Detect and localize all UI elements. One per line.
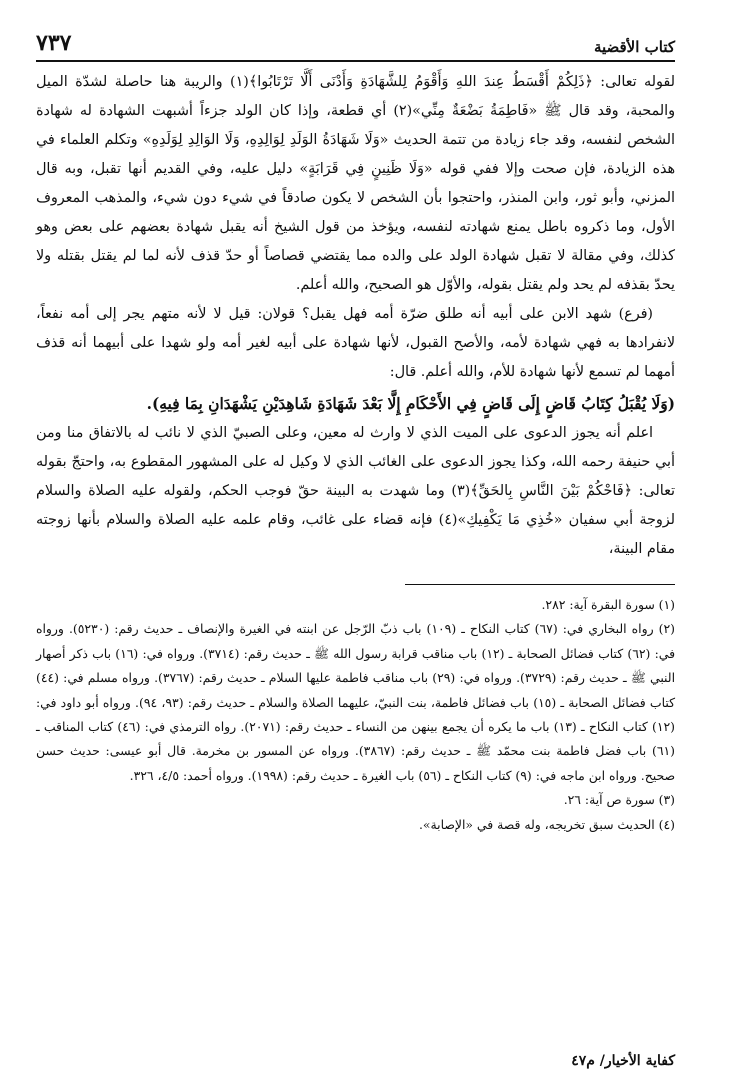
footnote-4: (٤) الحديث سبق تخريجه، وله قصة في «الإصابة». xyxy=(418,816,675,832)
paragraph-commentary-1: لقوله تعالى: ﴿ذَلِكُمْ أَقْسَطُ عِندَ اللهِ وَأَقْوَمُ لِلشَّهَادَةِ وَأَدْنَى أَلَّا تَرْتَابُوا﴾(١) والريبة هنا حاصلة لشدّة الميل والمحبة، وقد قال ﷺ «فَاطِمَةُ بَضْعَةٌ مِنِّي»(٢) أي قطعة، وإذا كان الولد جزءاً أشبهت الشهادة له شهادة الشخص لنفسه، وقد جاء زيادة من تتمة الحديث «وَلَا شَهَادَةُ الوَلَدِ لِوَالِدِهِ، وَلَا الوَالِدِ لِوَلَدِهِ» وتكلم العلماء في هذه الزيادة، فإن صحت وإلا ففي قوله «وَلَا ظَنِينٍ فِي قَرَابَةٍ» دليل عليه، وفي القديم أنها تقبل، وبه قال المزني، وأبو ثور، وابن المنذر، واحتجوا بأن الشخص لا يكون صادقاً في شيء دون شيء، والمذهب المعروف الأول، وما ذكروه باطل يمنع شهادته لنفسه، ويؤخذ من قول الشيخ أنه يقبل شهادة بعضهم على بعض وهو كذلك، وفي مقالة لا تقبل شهادة الولد على والده مما يقتضي قصاصاً أو حدّ قذف لأنه لما لم يقتل بقتله ولا يحدّ بقذفه لم يحد ولم يقتل بقوله، والأوّل هو الصحيح، والله أعلم. xyxy=(36,74,675,293)
paragraph-commentary-2: اعلم أنه يجوز الدعوى على الميت الذي لا وارث له معين، وعلى الصبيّ الذي لا نائب له بالاتفاق منا ومن أبي حنيفة رحمه الله، وكذا يجوز الدعوى على الغائب الذي لا وكيل له على المشهور المقطوع به، واحتجّ بقوله تعالى: ﴿فَاحْكُمْ بَيْنَ النَّاسِ بِالحَقِّ﴾(٣) وما شهدت به البينة حقّ فوجب الحكم، ولقوله عليه الصلاة والسلام لزوجة أبي سفيان «خُذِي مَا يَكْفِيكِ»(٤) فإنه قضاء على غائب، وقام علمه عليه الصلاة والسلام بأنها زوجته مقام البينة، xyxy=(36,425,675,557)
page-number: ٧٣٧ xyxy=(36,30,72,56)
main-text xyxy=(36,68,675,837)
running-title: كتاب الأقضية xyxy=(593,38,675,56)
footnote-1: (١) سورة البقرة آية: ٢٨٢. xyxy=(541,597,675,612)
page-header xyxy=(36,28,675,62)
paragraph-far: (فرع) شهد الابن على أبيه أنه طلق ضرّة أمه فهل يقبل؟ قولان: قيل لا لأنه متهم يجر إلى أمه نفعاً، لانفرادها به فهي شهادة لأمه، والأصح القبول، لأنها شهادة على أبيه لغير أمه ولو شهدا على أبيهما أنه قذف أمهما لم تسمع لأنها شهادة للأم، والله أعلم. قال: xyxy=(36,306,675,380)
footnotes xyxy=(36,593,675,837)
footnote-separator xyxy=(405,584,675,585)
footnote-3: (٣) سورة ص آية: ٢٦. xyxy=(563,792,675,808)
footnote-2: (٢) رواه البخاري في: (٦٧) كتاب النكاح ـ (١٠٩) باب ذبّ الرّجل عن ابنته في الغيرة والإنصاف ـ حديث رقم: (٥٢٣٠). ورواه في: (٦٢) كتاب فضائل الصحابة ـ (١٢) باب مناقب قرابة رسول الله ﷺ ـ حديث رقم: (٣٧١٤). ورواه في: (١٦) باب ذكر أصهار النبي ﷺ ـ حديث رقم: (٣٧٢٩). ورواه في: (٢٩) باب مناقب فاطمة عليها السلام ـ حديث رقم: (٣٧٦٧). ورواه مسلم في: (٤٤) كتاب فضائل الصحابة ـ (١٥) باب فضائل فاطمة، بنت النبيّ، عليهما الصلاة والسلام ـ حديث رقم: (٩٣، ٩٤). ورواه أبو داود في: (١٢) كتاب النكاح ـ (١٣) باب ما يكره أن يجمع بينهن من النساء ـ حديث رقم: (٢٠٧١). رواه الترمذي في: (٤٦) كتاب المناقب ـ (٦١) باب فضل فاطمة بنت محمّد ﷺ ـ حديث رقم: (٣٨٦٧). ورواه عن المسور بن مخرمة. قال أبو عيسى: حديث حسن صحيح. ورواه ابن ماجه في: (٩) كتاب النكاح ـ (٥٦) باب الغيرة ـ حديث رقم: (١٩٩٨). ورواه أحمد: ٤/٥، ٣٢٦. xyxy=(36,621,676,783)
signature-mark: كفاية الأخيار/ م٤٧ xyxy=(571,1053,675,1069)
matn-line: (وَلَا يُقْبَلُ كِتَابُ قَاضٍ إِلَى قَاضٍ فِي الأَحْكَامِ إِلَّا بَعْدَ شَهَادَةِ شَاهِدَيْنِ يَشْهَدَانِ بِمَا فِيهِ). xyxy=(146,395,675,413)
